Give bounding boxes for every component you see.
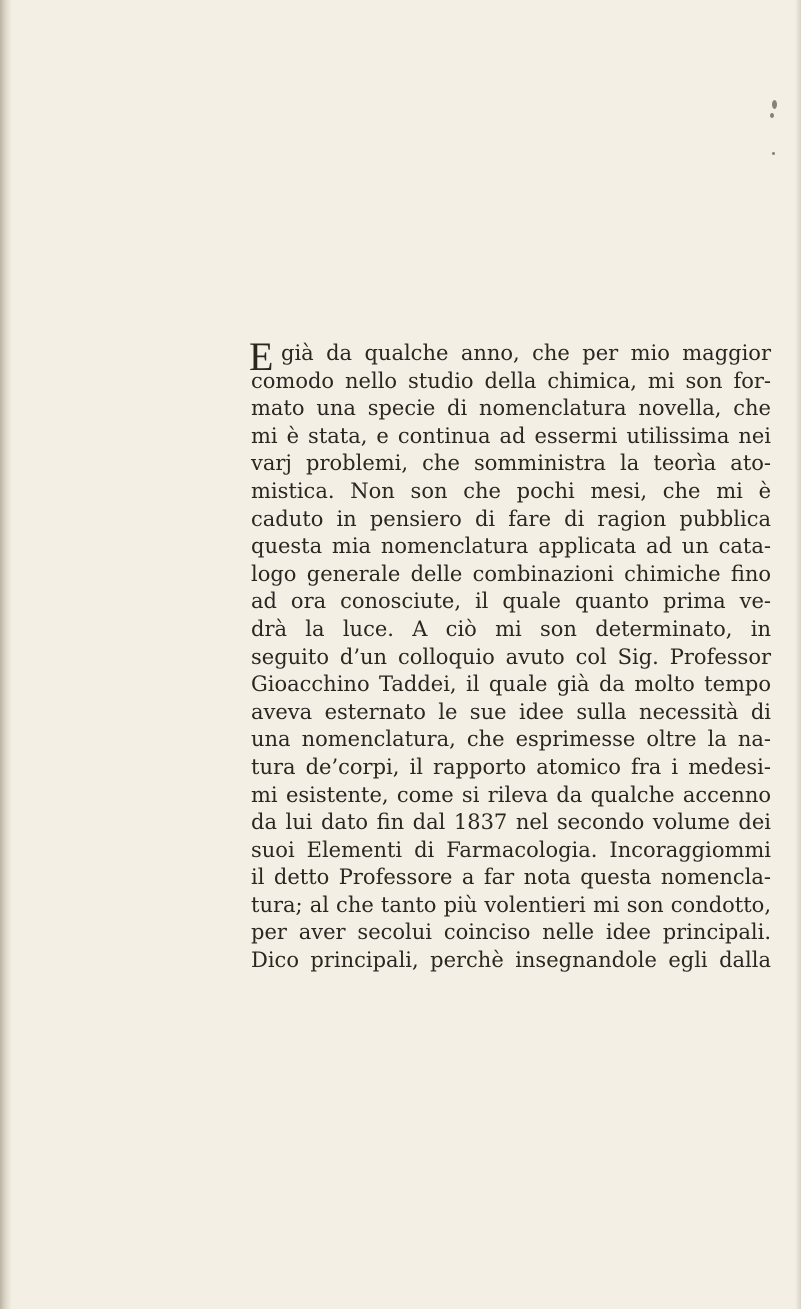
text-line: drà la luce. A ciò mi son determinato, in [251, 616, 771, 641]
text-line: logo generale delle combinazioni chimiche fino [251, 561, 771, 586]
text-line: per aver secolui coinciso nelle idee principali. [251, 920, 771, 945]
text-line: varj problemi, che somministra la teorìa ato- [251, 451, 771, 476]
ink-speck [770, 113, 774, 118]
text-line: Dico principali, perchè insegnandole egli dalla [251, 948, 771, 973]
text-line: aveva esternato le sue idee sulla necessità di [251, 699, 771, 724]
text-line: ad ora conosciute, il quale quanto prima ve- [251, 589, 771, 614]
text-line: mi è stata, e continua ad essermi utilissima nei [251, 423, 771, 448]
text-line: una nomenclatura, che esprimesse oltre la na- [251, 727, 771, 752]
body-text [249, 334, 771, 975]
page-edge [795, 0, 801, 1309]
text-line: mistica. Non son che pochi mesi, che mi è [251, 478, 771, 503]
text-line: tura; al che tanto più volentieri mi son condotto, [251, 892, 771, 917]
text-line: tura de’corpi, il rapporto atomico fra i medesi- [251, 754, 771, 779]
text-line: mato una specie di nomenclatura novella, che [251, 396, 771, 421]
text-line: seguito d’un colloquio avuto col Sig. Professor [251, 644, 771, 669]
text-line: questa mia nomenclatura applicata ad un cata- [251, 534, 771, 559]
page-binding-shadow [0, 0, 12, 1309]
ink-speck [772, 152, 775, 155]
drop-cap: E [249, 334, 274, 379]
text-line: Gioacchino Taddei, il quale già da molto tempo [251, 672, 771, 697]
text-line: mi esistente, come si rileva da qualche accenno [251, 782, 771, 807]
text-line: caduto in pensiero di fare di ragion pubblica [251, 506, 771, 531]
text-line: comodo nello studio della chimica, mi son for- [251, 368, 771, 393]
text-line: da lui dato fin dal 1837 nel secondo volume dei [251, 810, 771, 835]
text-line: suoi Elementi di Farmacologia. Incoraggiommi [251, 837, 771, 862]
text-line: il detto Professore a far nota questa nomencla- [251, 865, 771, 890]
text-line: già da qualche anno, che per mio maggior [281, 341, 771, 365]
ink-speck [772, 100, 777, 109]
